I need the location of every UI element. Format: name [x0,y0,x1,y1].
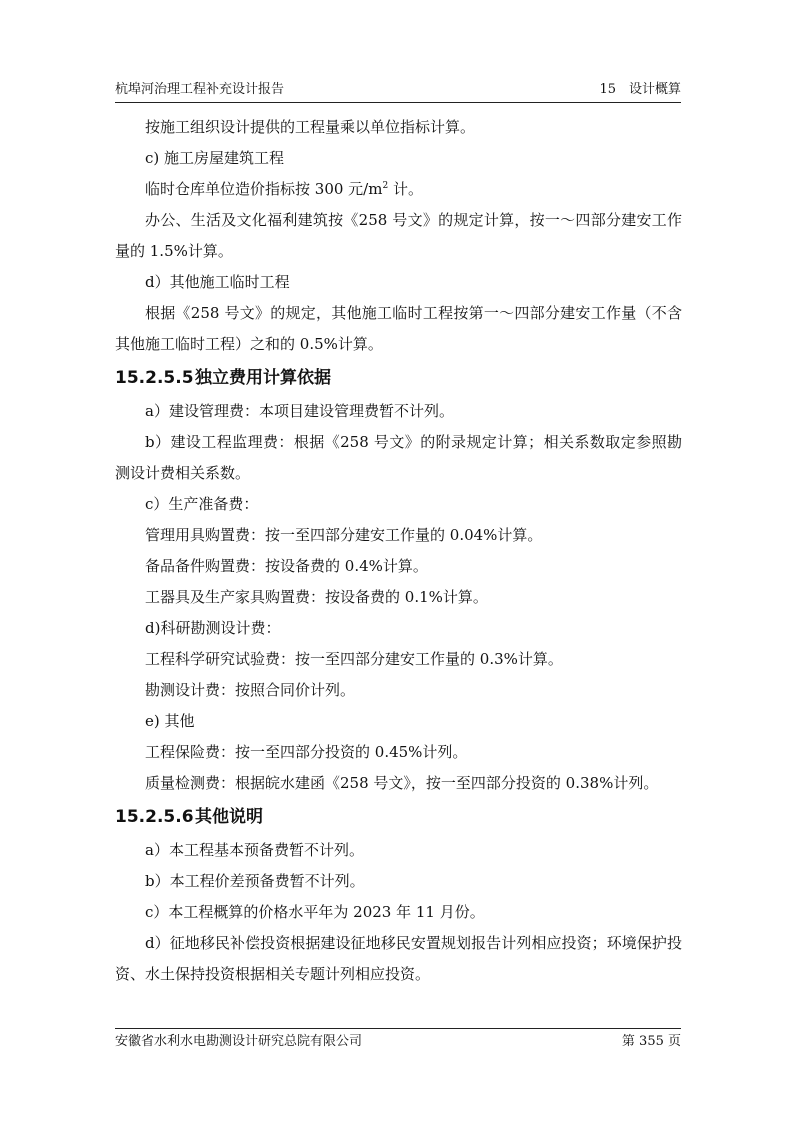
subsection-label: e) 其他 [145,712,195,730]
section-number: 15.2.5.6 [115,807,194,827]
section-number: 15.2.5.5 [115,368,194,388]
subsection-label: c）生产准备费： [145,495,259,513]
paragraph: a）建设管理费：本项目建设管理费暂不计列。 [145,402,454,420]
section-title: 独立费用计算依据 [195,368,331,388]
paragraph: c）本工程概算的价格水平年为 2023 年 11 月份。 [145,903,485,921]
paragraph: 勘测设计费：按照合同价计列。 [145,681,356,699]
paragraph: 根据《258 号文》的规定，其他施工临时工程按第一～四部分建安工作量（不含其他施工临时工程）之和的 0.5%计算。 [115,304,682,353]
section-heading [115,800,682,834]
header-chapter-title: 15 设计概算 [599,82,681,97]
subsection-label: d)科研勘测设计费： [145,619,281,637]
section-heading [115,361,682,395]
paragraph: 工程科学研究试验费：按一至四部分建安工作量的 0.3%计算。 [145,650,563,668]
paragraph: 工器具及生产家具购置费：按设备费的 0.1%计算。 [145,588,488,606]
paragraph: a）本工程基本预备费暂不计列。 [145,841,364,859]
paragraph: 办公、生活及文化福利建筑按《258 号文》的规定计算，按一～四部分建安工作量的 1.5%计算。 [115,211,682,260]
paragraph: 临时仓库单位造价指标按 300 元$/m^2$ 计。 [145,180,423,198]
paragraph: b）本工程价差预备费暂不计列。 [145,872,365,890]
page-footer [115,1028,681,1049]
page-number: 第 355 页 [621,1034,681,1049]
paragraph: b）建设工程监理费：根据《258 号文》的附录规定计算；相关系数取定参照勘测设计费相关系数。 [115,433,682,482]
section-title: 其他说明 [195,807,263,827]
paragraph: 管理用具购置费：按一至四部分建安工作量的 0.04%计算。 [145,526,543,544]
header-report-title: 杭埠河治理工程补充设计报告 [115,82,285,97]
subsection-label: d）其他施工临时工程 [145,273,290,291]
paragraph: 备品备件购置费：按设备费的 0.4%计算。 [145,557,428,575]
document-body [115,112,682,990]
paragraph: 质量检测费：根据皖水建函《258 号文》，按一至四部分投资的 0.38%计列。 [145,774,659,792]
footer-company: 安徽省水利水电勘测设计研究总院有限公司 [115,1034,363,1049]
subsection-label: c) 施工房屋建筑工程 [145,149,285,167]
paragraph: d）征地移民补偿投资根据建设征地移民安置规划报告计列相应投资；环境保护投资、水土保持投资根据相关专题计列相应投资。 [115,934,682,983]
page-header [115,80,681,103]
paragraph: 工程保险费：按一至四部分投资的 0.45%计列。 [145,743,468,761]
paragraph: 按施工组织设计提供的工程量乘以单位指标计算。 [145,118,476,136]
